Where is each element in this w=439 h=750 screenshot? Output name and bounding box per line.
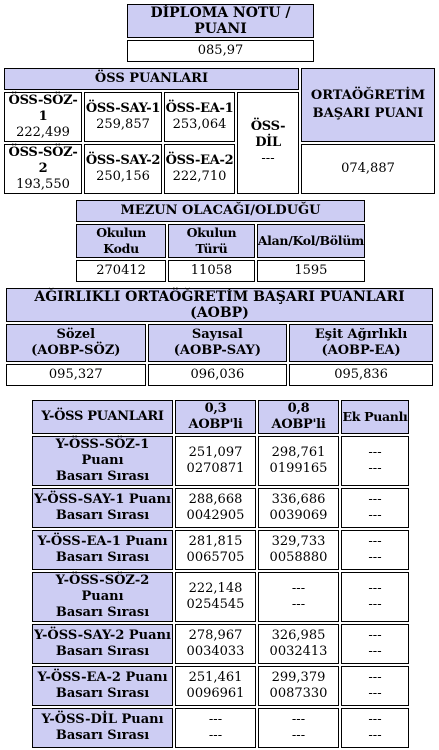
aobp-value: 096,036 [148, 364, 288, 386]
yoss-cell-08 [258, 624, 339, 664]
yoss-cell-03 [175, 708, 256, 748]
mezun-table [74, 198, 367, 284]
yoss-score: --- [368, 712, 382, 727]
aobp-col-code: (AOBP-SAY) [173, 343, 261, 358]
oss-cell [84, 92, 162, 142]
yoss-score: 299,379 [271, 670, 326, 685]
yoss-cell-08 [258, 708, 339, 748]
oss-label: ÖSS-SÖZ-2 [8, 145, 78, 176]
yoss-rank-label: Basarı Sırası [55, 686, 150, 701]
diploma-value: 085,97 [127, 40, 314, 62]
oss-cell [4, 144, 82, 194]
yoss-score: --- [291, 712, 306, 727]
yoss-rank-label: Basarı Sırası [55, 469, 150, 484]
yoss-score: 336,686 [271, 492, 326, 507]
yoss-score: 251,097 [188, 445, 243, 460]
oss-label: ÖSS-EA-1 [165, 101, 234, 116]
yoss-row [32, 666, 409, 706]
yoss-rank: 0065705 [186, 550, 245, 565]
yoss-cell-ek [341, 624, 409, 664]
yoss-row-label [32, 666, 173, 706]
oss-value: 250,156 [96, 169, 150, 184]
yoss-rank: 0039069 [269, 508, 328, 523]
yoss-row [32, 708, 409, 748]
yoss-rank-label: Basarı Sırası [55, 728, 150, 743]
mezun-value: 11058 [168, 260, 255, 282]
oss-cell [164, 144, 235, 194]
yoss-cell-03 [175, 530, 256, 570]
mezun-header: Alan/Kol/Bölüm [257, 224, 365, 258]
oss-value: 259,857 [96, 117, 150, 132]
yoss-rank: 0087330 [269, 686, 328, 701]
mezun-value: 1595 [257, 260, 365, 282]
yoss-rank: --- [208, 728, 223, 743]
yoss-cell-ek [341, 436, 409, 486]
yoss-cell-08 [258, 666, 339, 706]
yoss-rank: 0199165 [269, 461, 328, 476]
yoss-row [32, 572, 409, 622]
yoss-cell-ek [341, 708, 409, 748]
yoss-rank: --- [368, 461, 382, 476]
aobp-col-name: Eşit Ağırlıklı [314, 327, 408, 342]
yoss-score: --- [368, 670, 382, 685]
oss-value: 193,550 [16, 177, 70, 192]
yoss-header: 0,3 AOBP'li [175, 400, 256, 434]
aobp-value: 095,836 [289, 364, 433, 386]
yoss-row-label [32, 530, 173, 570]
oss-table [2, 66, 437, 196]
yoss-cell-ek [341, 530, 409, 570]
mezun-title: MEZUN OLACAĞI/OLDUĞU [76, 200, 365, 222]
oss-value: 222,499 [16, 125, 70, 140]
aobp-col-name: Sayısal [191, 327, 243, 342]
oss-cell [84, 144, 162, 194]
yoss-rank-label: Basarı Sırası [55, 644, 150, 659]
yoss-rank-label: Basarı Sırası [55, 508, 150, 523]
yoss-score: --- [368, 581, 382, 596]
yoss-row [32, 530, 409, 570]
oss-label: ÖSS-SÖZ-1 [8, 93, 78, 124]
yoss-rank: 0034033 [186, 644, 245, 659]
oss-label: ÖSS-SAY-2 [85, 153, 161, 168]
yoss-cell-ek [341, 572, 409, 622]
yoss-score: 329,733 [271, 534, 326, 549]
yoss-row-label [32, 572, 173, 622]
yoss-score: 298,761 [271, 445, 326, 460]
yoss-cell-03 [175, 572, 256, 622]
aobp-header-sozel [6, 324, 146, 362]
yoss-rank: --- [368, 550, 382, 565]
yoss-cell-08 [258, 572, 339, 622]
mezun-header: Okulun Kodu [76, 224, 166, 258]
yoss-rank: 0032413 [269, 644, 328, 659]
yoss-rank-label: Basarı Sırası [55, 550, 150, 565]
yoss-score: --- [208, 712, 223, 727]
yoss-rank: --- [291, 728, 306, 743]
yoss-score-label: Y-ÖSS-SÖZ-2 Puanı [55, 573, 150, 604]
yoss-table [30, 398, 411, 750]
yoss-rank: --- [291, 597, 306, 612]
oss-dil-label: ÖSS-DİL [250, 119, 286, 150]
obp-title-text: ORTAÖĞRETİM BAŞARI PUANI [310, 88, 426, 121]
yoss-rank: 0096961 [186, 686, 245, 701]
yoss-row [32, 488, 409, 528]
yoss-row-label [32, 624, 173, 664]
yoss-cell-03 [175, 666, 256, 706]
oss-label: ÖSS-SAY-1 [85, 101, 161, 116]
yoss-rank: 0042905 [186, 508, 245, 523]
yoss-score: --- [291, 581, 306, 596]
yoss-row-label [32, 488, 173, 528]
oss-dil-cell [237, 92, 299, 194]
mezun-value: 270412 [76, 260, 166, 282]
yoss-row [32, 624, 409, 664]
aobp-col-name: Sözel [56, 327, 96, 342]
yoss-score-label: Y-ÖSS-EA-2 Puanı [37, 670, 168, 685]
yoss-cell-08 [258, 530, 339, 570]
yoss-score: 281,815 [188, 534, 243, 549]
diploma-title: DİPLOMA NOTU / PUANI [127, 4, 314, 38]
yoss-score: --- [368, 445, 382, 460]
yoss-rank: --- [368, 644, 382, 659]
aobp-col-code: (AOBP-SÖZ) [31, 343, 121, 358]
yoss-cell-03 [175, 436, 256, 486]
obp-title [301, 68, 435, 142]
yoss-score: 251,461 [188, 670, 243, 685]
yoss-score-label: Y-ÖSS-SÖZ-1 Puanı [55, 437, 150, 468]
yoss-rank: --- [368, 728, 382, 743]
oss-label: ÖSS-EA-2 [165, 153, 234, 168]
yoss-score: --- [368, 628, 382, 643]
yoss-rank-label: Basarı Sırası [55, 605, 150, 620]
yoss-header: Ek Puanlı [341, 400, 409, 434]
yoss-score: 278,967 [188, 628, 243, 643]
yoss-cell-03 [175, 624, 256, 664]
yoss-rank: --- [368, 508, 382, 523]
obp-value: 074,887 [301, 144, 435, 194]
yoss-score: 326,985 [271, 628, 326, 643]
yoss-header: 0,8 AOBP'li [258, 400, 339, 434]
yoss-score-label: Y-ÖSS-SAY-1 Puanı [34, 492, 171, 507]
diploma-table [125, 2, 316, 64]
mezun-header: Okulun Türü [168, 224, 255, 258]
oss-value: 253,064 [172, 117, 227, 132]
yoss-row [32, 436, 409, 486]
yoss-score-label: Y-ÖSS-SAY-2 Puanı [34, 628, 171, 643]
oss-value: 222,710 [172, 169, 227, 184]
yoss-rank: 0254545 [186, 597, 245, 612]
yoss-score-label: Y-ÖSS-DİL Puanı [41, 712, 164, 727]
yoss-cell-03 [175, 488, 256, 528]
oss-cell [4, 92, 82, 142]
yoss-rank: --- [368, 686, 382, 701]
yoss-rank: 0058880 [269, 550, 328, 565]
yoss-score: 288,668 [188, 492, 243, 507]
yoss-score: --- [368, 492, 382, 507]
yoss-row-label [32, 436, 173, 486]
yoss-cell-08 [258, 436, 339, 486]
yoss-cell-ek [341, 666, 409, 706]
oss-dil-value: --- [261, 151, 275, 166]
yoss-cell-08 [258, 488, 339, 528]
yoss-rank: --- [368, 597, 382, 612]
yoss-header: Y-ÖSS PUANLARI [32, 400, 173, 434]
aobp-col-code: (AOBP-EA) [321, 343, 401, 358]
yoss-score: --- [368, 534, 382, 549]
yoss-rank: 0270871 [186, 461, 245, 476]
oss-cell [164, 92, 235, 142]
aobp-value: 095,327 [6, 364, 146, 386]
yoss-score-label: Y-ÖSS-EA-1 Puanı [37, 534, 168, 549]
aobp-header-esit [289, 324, 433, 362]
aobp-table [4, 286, 435, 388]
aobp-title: AĞIRLIKLI ORTAÖĞRETİM BAŞARI PUANLARI (AOBP) [6, 288, 433, 322]
yoss-score: 222,148 [188, 581, 243, 596]
aobp-header-sayisal [148, 324, 288, 362]
yoss-row-label [32, 708, 173, 748]
yoss-cell-ek [341, 488, 409, 528]
oss-title: ÖSS PUANLARI [4, 68, 299, 90]
